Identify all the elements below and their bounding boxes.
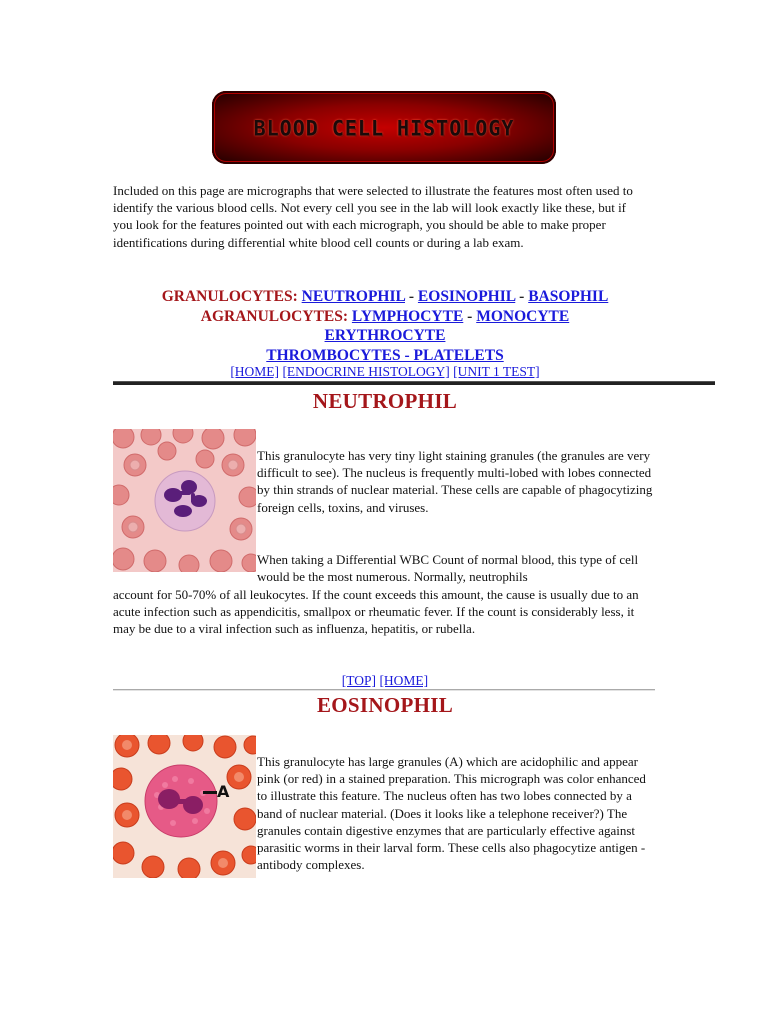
- divider-thin: [113, 689, 655, 691]
- intro-paragraph: Included on this page are micrographs that were selected to illustrate the features most often used to identify the various blood cells. Not every cell you see in the lab will look exactly like these, but if you look for the features pointed out with each micrograph, you should be able to make proper identifications during differential white blood cell counts or during a lab exam.: [113, 183, 633, 250]
- eosinophil-micrograph: [113, 735, 256, 878]
- home-link[interactable]: [HOME]: [379, 673, 429, 688]
- cell-type-nav: [113, 287, 657, 365]
- eosinophil-label-a: A: [217, 782, 230, 801]
- nav-separator: -: [408, 288, 415, 305]
- agranulocytes-label: AGRANULOCYTES:: [200, 307, 349, 325]
- thrombocytes-row: [113, 346, 657, 366]
- divider-thick: [113, 381, 715, 385]
- neutrophil-heading: NEUTROPHIL: [312, 389, 458, 413]
- neutrophil-link[interactable]: NEUTROPHIL: [301, 288, 405, 305]
- erythrocyte-link[interactable]: ERYTHROCYTE: [324, 327, 446, 344]
- erythrocyte-row: [113, 326, 657, 346]
- agranulocytes-row: [113, 307, 657, 327]
- granulocytes-row: [113, 287, 657, 307]
- thrombocytes-link[interactable]: THROMBOCYTES - PLATELETS: [266, 346, 504, 364]
- neutrophil-description: This granulocyte has very tiny light staining granules (the granules are very difficult to see). The nucleus is frequently multi-lobed with lobes connected by thin strands of nuclear material. These cells are capable of phagocytizing foreign cells, toxins, and viruses.: [257, 448, 653, 515]
- top-links: [113, 364, 657, 380]
- neutrophil-micrograph: [113, 429, 256, 572]
- banner-title: BLOOD CELL HISTOLOGY: [253, 114, 515, 141]
- lymphocyte-link[interactable]: LYMPHOCYTE: [351, 307, 464, 325]
- top-link[interactable]: [TOP]: [341, 673, 377, 688]
- eosinophil-link[interactable]: EOSINOPHIL: [417, 288, 516, 305]
- nav-separator: -: [519, 288, 525, 305]
- monocyte-link[interactable]: MONOCYTE: [476, 307, 570, 325]
- neutrophil-wbc-count-details: account for 50-70% of all leukocytes. If the count exceeds this amount, the cause is usually due to an acute infection such as appendicitis, smallpox or rheumatic fever. If the count is considerably less, it may be due to a viral infection such as influenza, hepatitis, or rubella.: [113, 587, 639, 637]
- neutrophil-footer-links: [113, 673, 657, 689]
- page-banner: [212, 91, 556, 164]
- eosinophil-heading: EOSINOPHIL: [316, 693, 454, 717]
- unit-1-test-link[interactable]: [UNIT 1 TEST]: [453, 364, 540, 379]
- endocrine-histology-link[interactable]: [ENDOCRINE HISTOLOGY]: [282, 364, 450, 379]
- basophil-link[interactable]: BASOPHIL: [528, 288, 609, 305]
- nav-separator: -: [467, 307, 473, 325]
- neutrophil-wbc-count-intro: When taking a Differential WBC Count of normal blood, this type of cell would be the most numerous. Normally, neutrophils: [257, 552, 639, 585]
- eosinophil-description: This granulocyte has large granules (A) which are acidophilic and appear pink (or red) in a stained preparation. This micrograph was color enhanced to illustrate this feature. The nucleus often has two lobes connected by a band of nuclear material. (Does it looks like a telephone receiver?) The granules contain digestive enzymes that are particularly effective against parasitic worms in their larval form. These cells also phagocytize antigen - antibody complexes.: [257, 754, 646, 873]
- home-link[interactable]: [HOME]: [230, 364, 280, 379]
- granulocytes-label: GRANULOCYTES:: [161, 288, 298, 305]
